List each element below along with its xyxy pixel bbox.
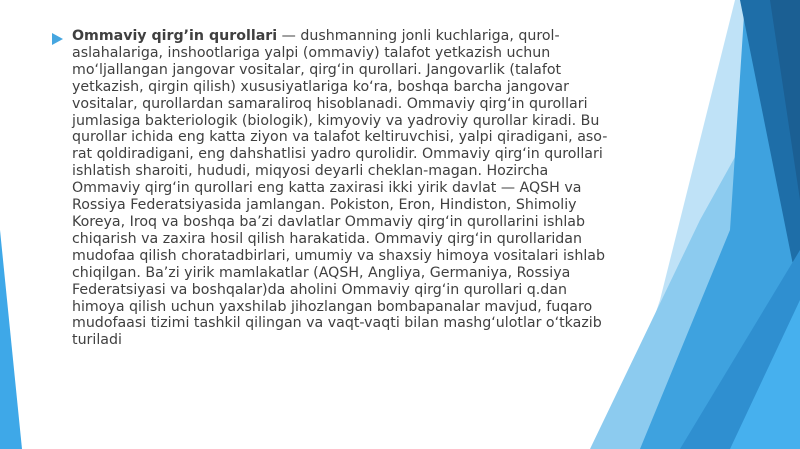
- left-edge-shape: [0, 230, 22, 449]
- body-text: [72, 28, 608, 349]
- paragraph-title: Ommaviy qirg’in qurollari: [72, 28, 278, 44]
- bullet-paragraph: [50, 28, 610, 349]
- paragraph-text: — dushmanning jonli kuchlariga, qurol-aslahalariga, inshootlariga yalpi (ommaviy) talafot yetkazish uchun mo‘ljallangan jangovar vositalar, qirg‘in qurollari. Jangovarlik (talafot yetkazish, qirgin qilish) xususiyatlariga ko‘ra, boshqa barcha jangovar vositalar, qurollardan samaraliroq hisoblanadi. Ommaviy qirg‘in qurollari jumlasiga bakteriologik (biologik), kimyoviy va yadroviy qurollar kiradi. Bu qurollar ichida eng katta ziyon va talafot keltiruvchisi, yalpi qiradigani, aso-rat qoldiradigani, eng dahshatlisi yadro qurolidir. Ommaviy qirg‘in qurollari ishlatish sharoiti, hududi, miqyosi deyarli cheklan-magan. Hozircha Ommaviy qirg‘in qurollari eng katta zaxirasi ikki yirik davlat — AQSH va Rossiya Federatsiyasida jamlangan. Pokiston, Eron, Hindiston, Shimoliy Koreya, Iroq va boshqa ba’zi davlatlar Ommaviy qirg‘in qurollarini ishlab chiqarish va zaxira hosil qilish harakatida. Ommaviy qirg‘in qurollaridan mudofaa qilish choratadbirlari, umumiy va shaxsiy himoya vositalari ishlab chiqilgan. Ba’zi yirik mamlakatlar (AQSH, Angliya, Germaniya, Rossiya Federatsiyasi va boshqalar)da aholini Ommaviy qirg‘in qurollari q.dan himoya qilish uchun yaxshilab jihozlangan bombapanalar mavjud, fuqaro mudofaasi tizimi tashkil qilingan va vaqt-vaqti bilan mashg‘ulotlar o‘tkazib turiladi: [72, 28, 608, 349]
- triangle-bullet-icon: [50, 32, 64, 46]
